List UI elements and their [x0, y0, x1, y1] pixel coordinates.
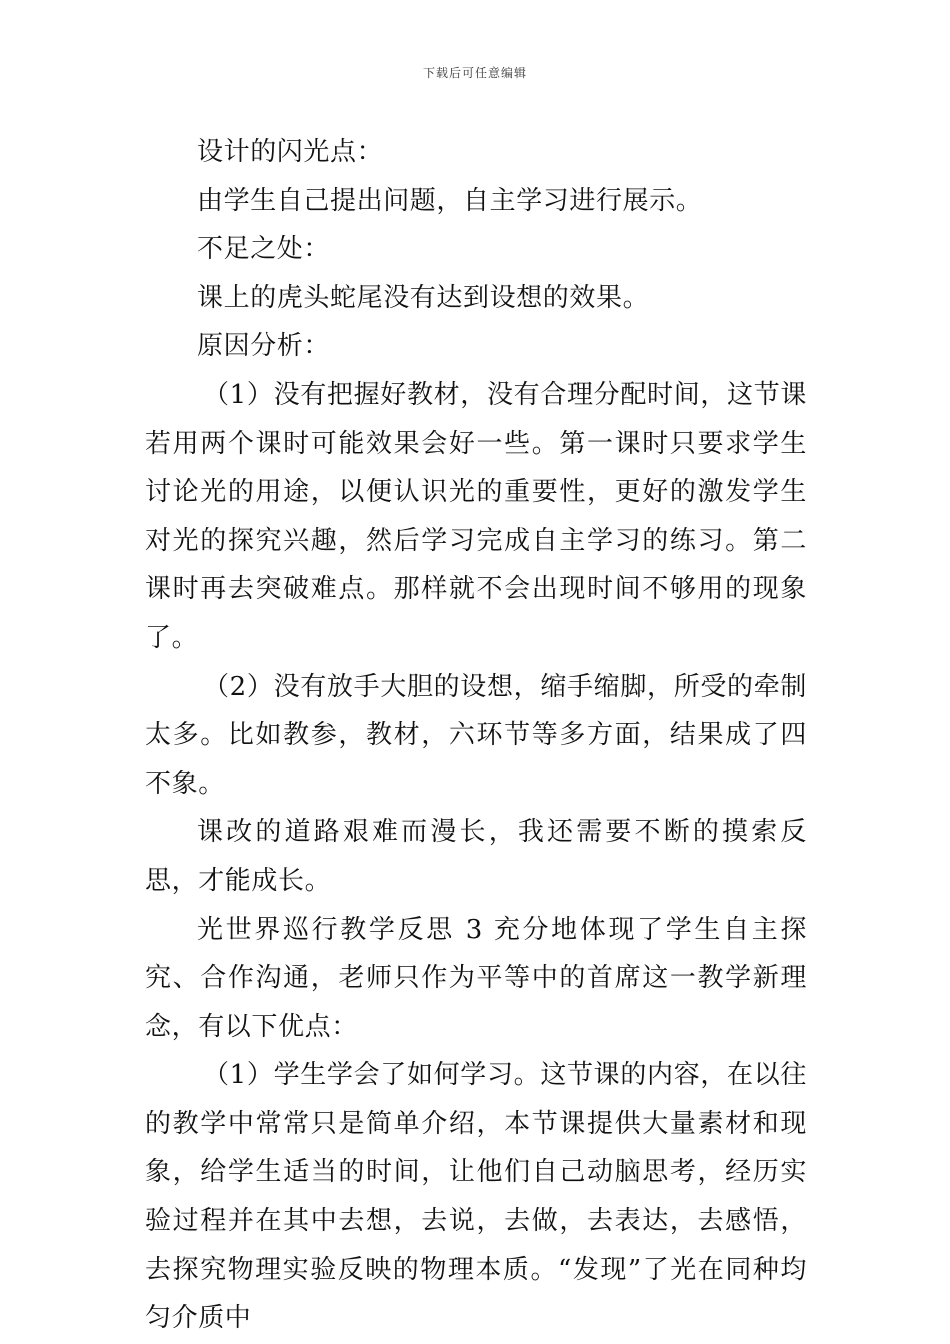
paragraph-analysis-heading: 原因分析： [197, 331, 331, 362]
paragraph-shortcoming-heading: 不足之处： [197, 234, 331, 265]
paragraph-highlight-heading: 设计的闪光点： [197, 137, 384, 167]
document-body [145, 128, 807, 1343]
paragraph-highlight-text: 由学生自己提出问题，自主学习进行展示。 [197, 185, 703, 216]
paragraph-shortcoming-text: 课上的虎头蛇尾没有达到设想的效果。 [197, 282, 650, 313]
paragraph-analysis-point-1: （1）没有把握好教材，没有合理分配时间，这节课若用两个课时可能效果会好一些。第一课时只要求学生讨论光的用途，以便认识光的重要性，更好的激发学生对光的探究兴趣，然后学习完成自主学习的练习。第二课时再去突破难点。那样就不会出现时间不够用的现象了。 [145, 379, 807, 653]
page-header: 下载后可任意编辑 [422, 66, 527, 80]
paragraph-analysis-point-2: （2）没有放手大胆的设想，缩手缩脚，所受的牵制太多。比如教参，教材，六环节等多方面，结果成了四不象。 [145, 671, 807, 799]
paragraph-reflection-3-intro: 光世界巡行教学反思 3 充分地体现了学生自主探究、合作沟通，老师只作为平等中的首席这一教学新理念，有以下优点： [145, 914, 807, 1042]
paragraph-reflection: 课改的道路艰难而漫长，我还需要不断的摸索反思，才能成长。 [145, 817, 807, 896]
paragraph-advantage-point-1: （1）学生学会了如何学习。这节课的内容，在以往的教学中常常只是简单介绍，本节课提供大量素材和现象，给学生适当的时间，让他们自己动脑思考，经历实验过程并在其中去想，去说，去做，去表达，去感悟，去探究物理实验反映的物理本质。“发现”了光在同种均匀介质中 [145, 1060, 807, 1334]
